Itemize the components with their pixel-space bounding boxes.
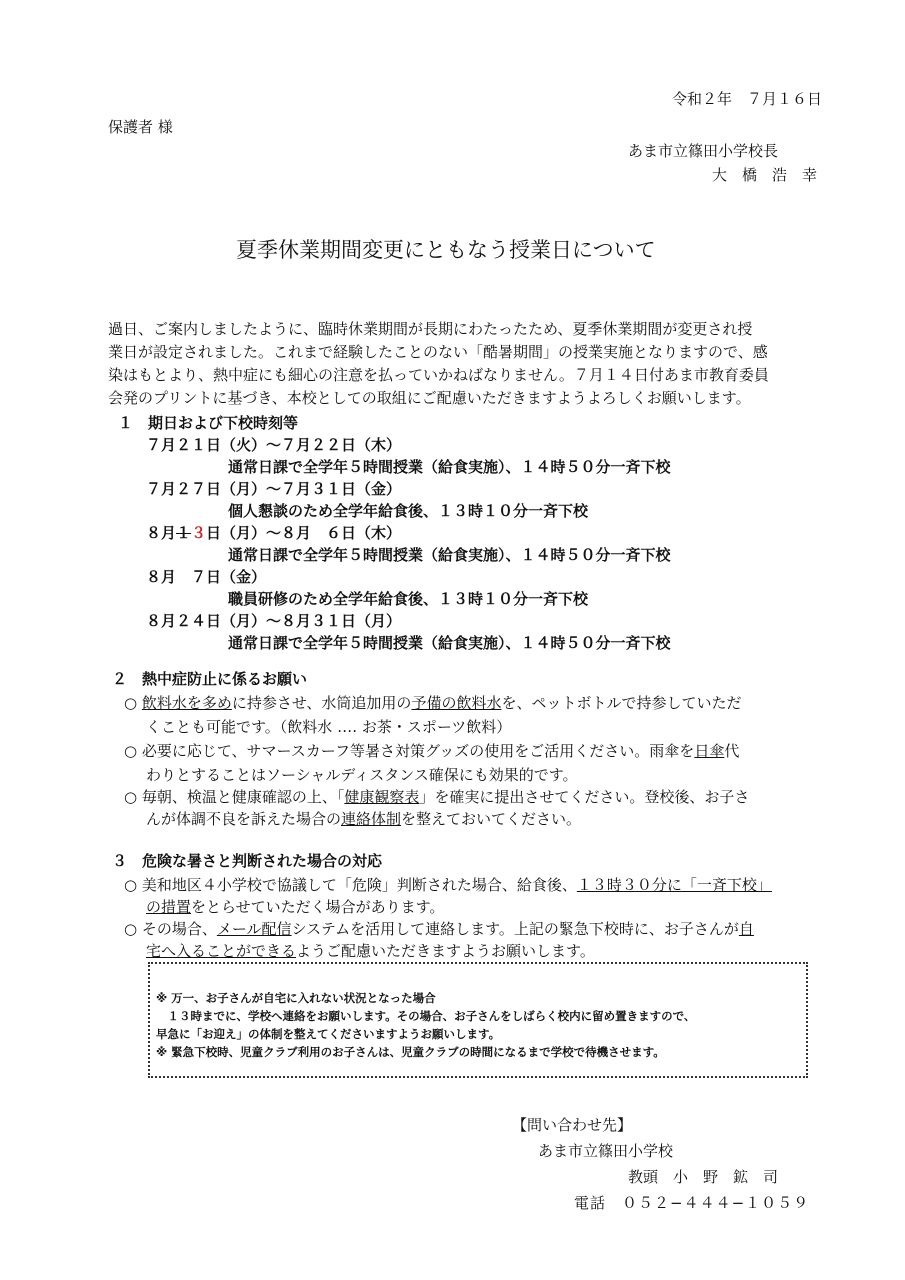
item-text: ようご配慮いただきますようお願いします。 [296,942,595,960]
contact-heading: 【問い合わせ先】 [512,1116,633,1134]
underlined-text: メール配信 [216,920,292,938]
date-rest: 日（月）〜８月 ６日（木） [206,524,402,542]
schedule-detail: 通常日課で全学年５時間授業（給食実施）、１４時５０分一斉下校 [228,458,671,476]
intro-line: 会発のプリントに基づき、本校としての取組にご配慮いただきますようよろしくお願いします。 [108,389,751,407]
sender-principal: 大 橋 浩 幸 [712,166,818,184]
recipient: 保護者 様 [108,118,173,136]
item-text: に持参させ、水筒追加用の [231,694,412,712]
contact-school: あま市立篠田小学校 [538,1142,674,1160]
bullet: ○ [124,694,142,712]
intro-paragraph [108,318,828,410]
list-item-continuation: くことも可能です。（飲料水 ‥‥ お茶・スポーツ飲料） [146,718,512,736]
schedule-date [146,522,401,543]
note-line: １３時までに、学校へ連絡をお願いします。その場合、お子さんをしばらく校内に留め置きますので、 [156,1009,696,1023]
intro-line: 業日が設定されました。これまで経験したことのない「酷暑期間」の授業実施となりますので、感 [108,343,768,361]
schedule-date: ８月２４日（月）〜８月３１日（月） [146,612,402,630]
note-line: 早急に「お迎え」の体制を整えてくださいますようお願いします。 [156,1027,501,1041]
underlined-text: 宅へ入ることができる [146,942,297,960]
intro-line: 過日、ご案内しましたように、臨時休業期間が長期にわたったため、夏季休業期間が変更され授 [108,320,753,338]
list-item-continuation [146,940,595,961]
schedule-detail: 通常日課で全学年５時間授業（給食実施）、１４時５０分一斉下校 [228,634,671,652]
item-text: 」を確実に提出させてください。登校後、お子さ [419,788,750,806]
item-text: を整えておいてください。 [401,810,582,828]
item-text: ○ 美和地区４小学校で協議して「危険」判断された場合、給食後、 [124,876,577,894]
intro-line: 染はもとより、熱中症にも細心の注意を払っていかねばなりません。７月１４日付あま市教育委員 [108,366,769,384]
underlined-text: 連絡体制 [341,810,402,828]
note-line: ※ 緊急下校時、児童クラブ利用のお子さんは、児童クラブの時間になるまで学校で待機させます。 [156,1045,665,1059]
schedule-date: ８月 ７日（金） [146,568,267,586]
section-2-heading: ２ 熱中症防止に係るお願い [112,670,308,688]
item-text: ○ 必要に応じて、サマースカーフ等暑さ対策グッズの使用をご活用ください。雨傘を [124,742,695,760]
page-title: 夏季休業期間変更にともなう授業日について [236,238,656,262]
schedule-detail: 職員研修のため全学年給食後、１３時１０分一斉下校 [228,590,589,608]
note-line: ※ 万一、お子さんが自宅に入れない状況となった場合 [156,991,436,1005]
underlined-text: 日傘 [694,742,725,760]
underlined-text: 自 [738,920,754,938]
schedule-detail: 個人懇談のため全学年給食後、１３時１０分一斉下校 [228,502,589,520]
underlined-text: １３時３０分に「一斉下校」 [576,876,772,894]
list-item [124,740,739,761]
schedule-detail: 通常日課で全学年５時間授業（給食実施）、１４時５０分一斉下校 [228,546,671,564]
item-text: ○ その場合、 [124,920,217,938]
date-struck-digit: １ [176,524,192,542]
document-date: 令和２年 ７月１６日 [672,90,823,108]
list-item-continuation [146,896,444,917]
list-item [124,874,772,895]
list-item [124,692,741,713]
item-text: を、ペットボトルで持参していただ [501,694,742,712]
item-text: んが体調不良を訴えた場合の [146,810,342,828]
contact-person: 教頭 小 野 鉱 司 [628,1168,779,1186]
date-month: ８月 [146,524,177,542]
list-item-continuation [146,808,581,829]
section-1-heading: １ 期日および下校時刻等 [118,414,299,432]
list-item-continuation: わりとすることはソーシャルディスタンス確保にも効果的です。 [146,766,578,784]
section-3-heading: ３ 危険な暑さと判断された場合の対応 [112,852,383,870]
item-text: 代 [724,742,740,760]
schedule-date: ７月２７日（月）〜７月３１日（金） [146,480,402,498]
notice-box [148,962,808,1078]
contact-phone: 電話 ０５２−４４４−１０５９ [574,1194,810,1212]
item-text: をとらせていただく場合があります。 [191,898,445,916]
underlined-text: 飲料水を多め [141,694,232,712]
list-item [124,918,754,939]
date-corrected-digit: ３ [191,524,207,542]
sender-school: あま市立篠田小学校長 [628,142,779,160]
item-text: ○ 毎朝、検温と健康確認の上、「 [124,788,345,806]
item-text: システムを活用して連絡します。上記の緊急下校時に、お子さんが [291,920,739,938]
underlined-text: 健康観察表 [344,788,420,806]
underlined-text: 予備の飲料水 [411,694,502,712]
underlined-text: の措置 [146,898,192,916]
schedule-date: ７月２１日（火）〜７月２２日（木） [146,436,402,454]
list-item [124,786,749,807]
